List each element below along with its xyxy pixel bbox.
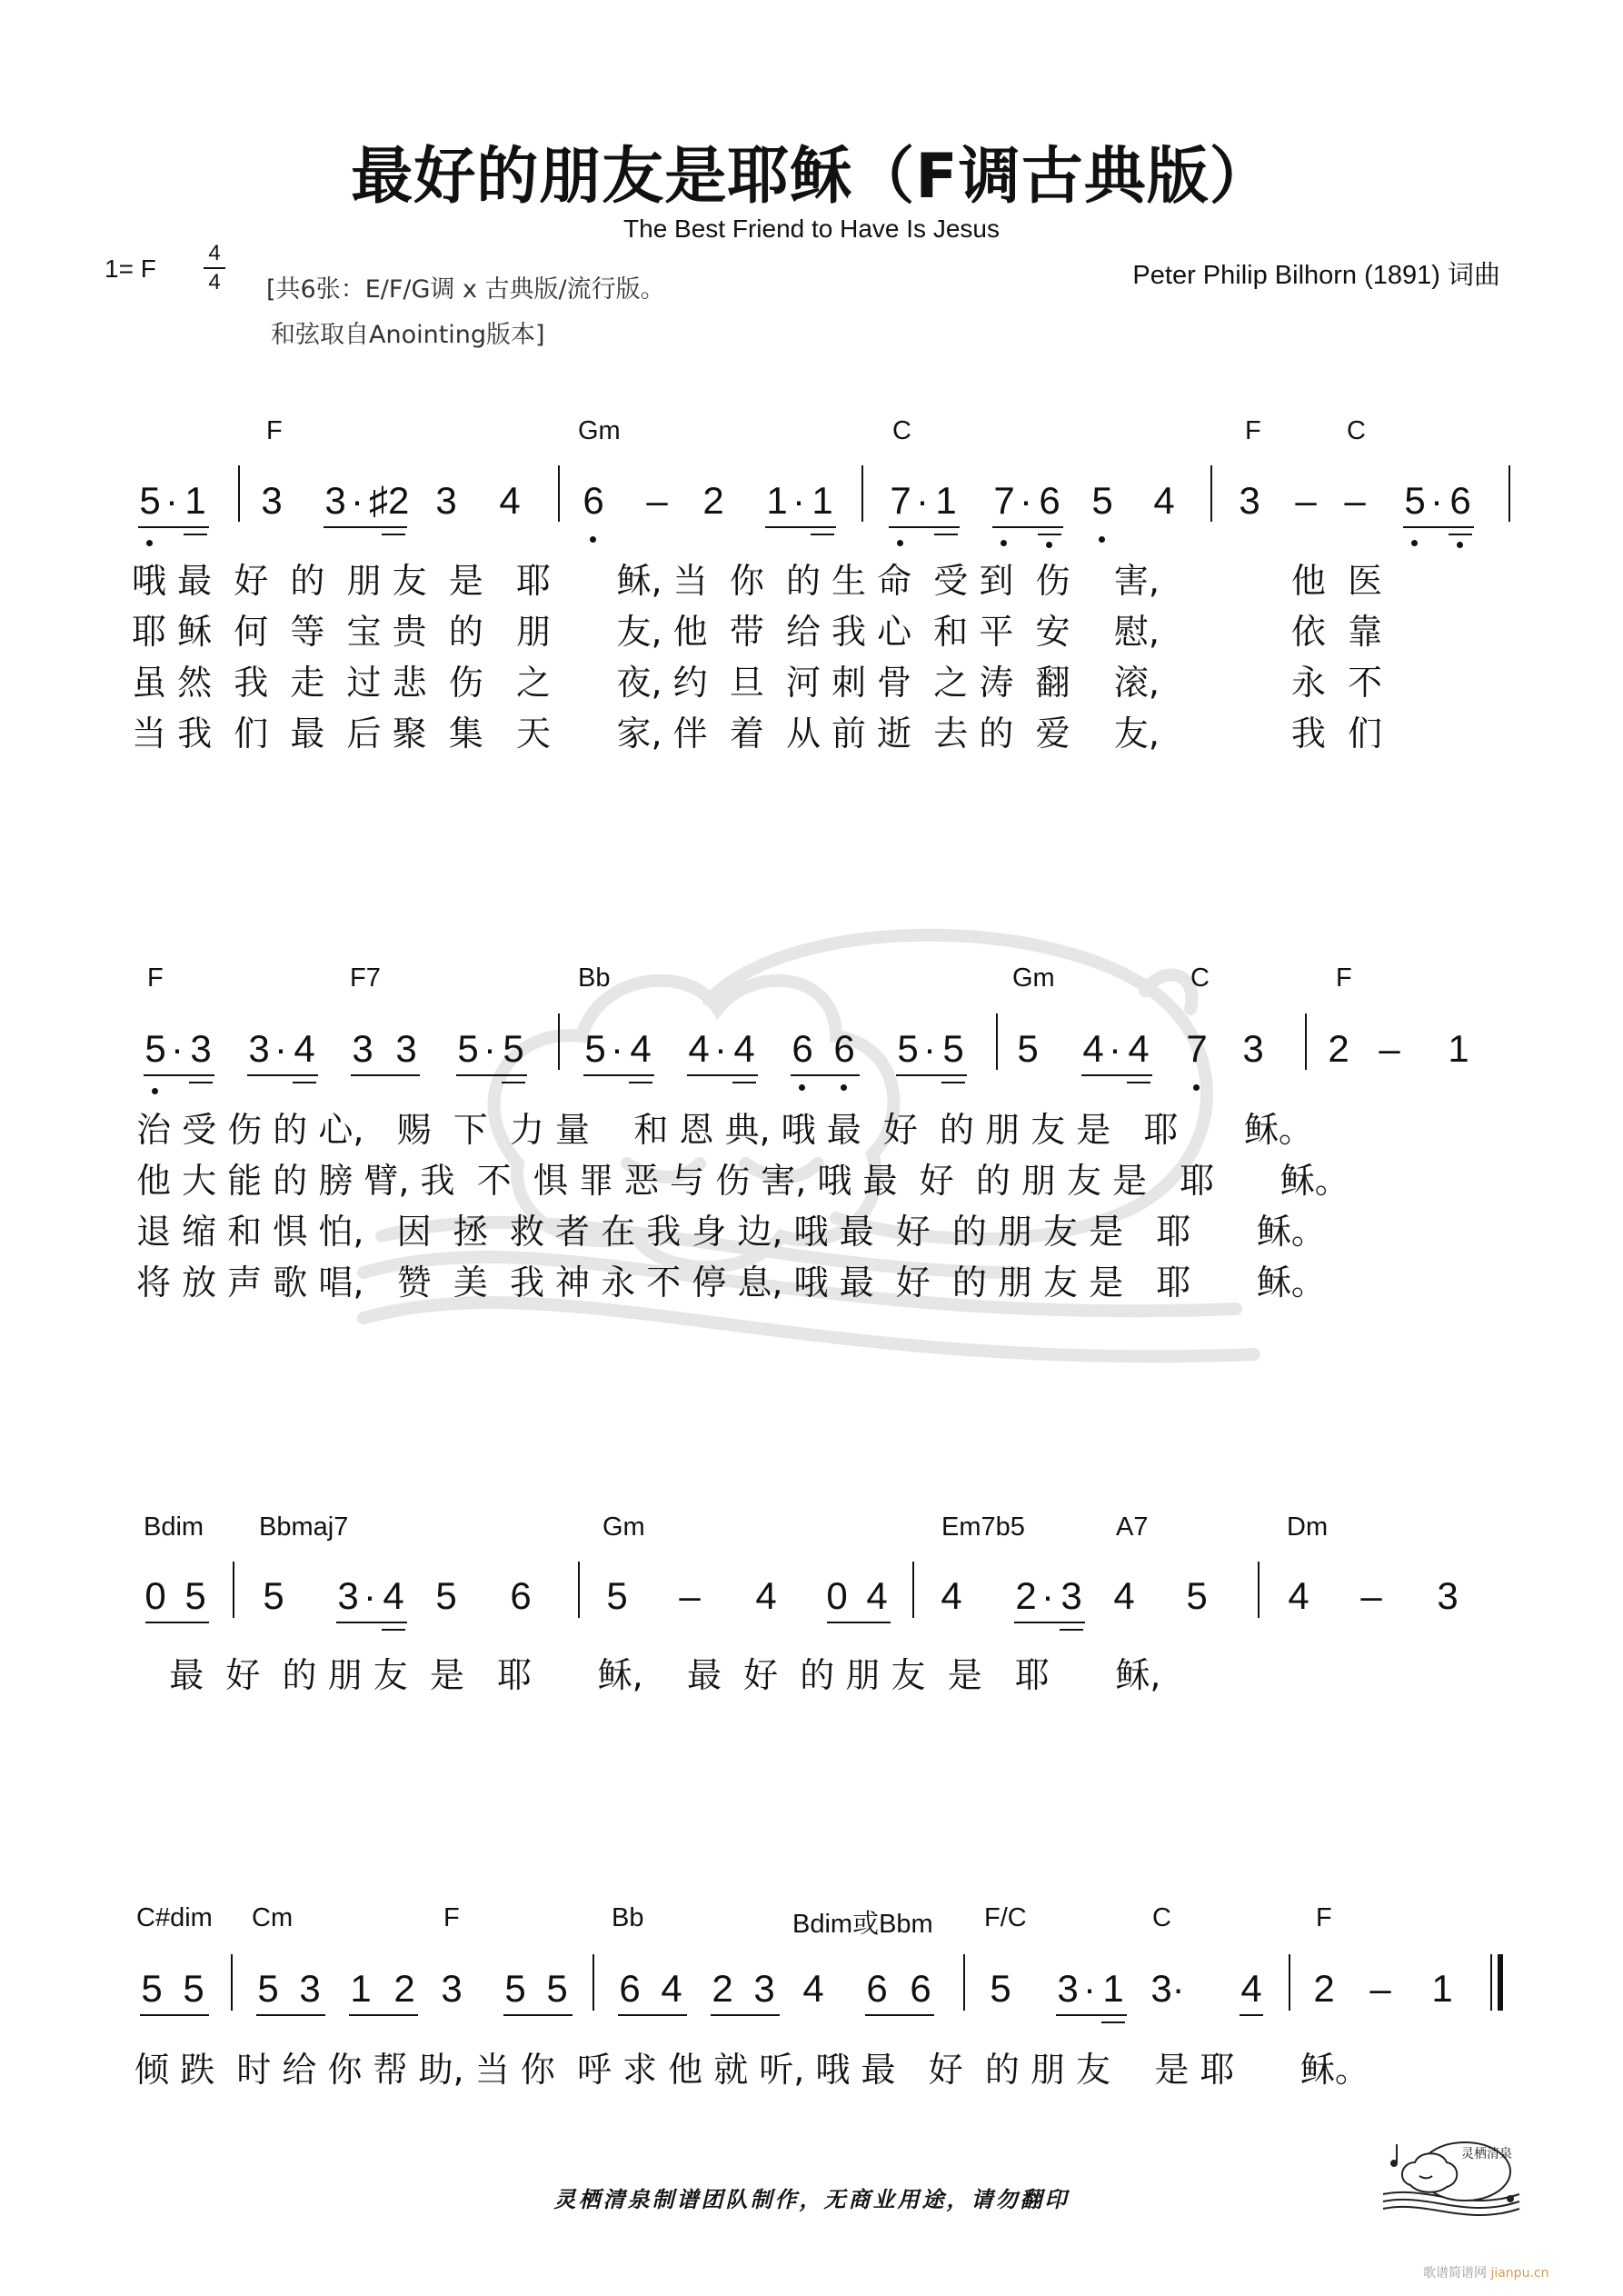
dot-augment: · — [714, 1027, 727, 1070]
note-sharp: ♯2 — [369, 479, 410, 522]
note: 4 — [733, 1027, 755, 1070]
underline-beam — [1056, 2014, 1127, 2016]
note: 3 — [1060, 1574, 1082, 1617]
logo-text: 灵栖清泉 — [1461, 2147, 1512, 2161]
chord-symbol: Gm — [1012, 963, 1055, 993]
note: 4 — [1113, 1574, 1135, 1617]
low-octave-dot — [590, 536, 596, 543]
version-note: [共6张：E/F/G调 x 古典版/流行版。 — [266, 275, 665, 304]
chord-source-note: 和弦取自Anointing版本] — [271, 321, 545, 349]
watermark-en: jianpu.cn — [1490, 2266, 1549, 2281]
note: 4 — [661, 1967, 682, 2010]
underline-beam — [138, 526, 209, 528]
note: 6 — [910, 1967, 931, 2010]
underline-beam — [765, 526, 836, 528]
note: 1 — [184, 479, 206, 522]
underline-beam — [349, 2014, 418, 2016]
note: 4 — [1288, 1574, 1309, 1617]
chord-symbol: Gm — [602, 1512, 645, 1542]
underline-beam — [324, 526, 407, 528]
note: 3 — [261, 479, 283, 522]
note: 1 — [812, 479, 833, 522]
author-credit: Peter Philip Bilhorn (1891) 词曲 — [1132, 261, 1500, 290]
note: 4 — [294, 1027, 315, 1070]
low-octave-dot — [1411, 540, 1418, 546]
dash: – — [679, 1574, 701, 1617]
underline-beam — [1060, 1629, 1083, 1631]
note: 3 — [1057, 1967, 1079, 2010]
dot-augment: · — [1083, 1967, 1096, 2010]
low-octave-dot — [152, 1088, 158, 1094]
underline-beam — [992, 526, 1063, 528]
underline-beam — [184, 534, 207, 535]
low-octave-dot — [1457, 542, 1463, 548]
note: 5 — [897, 1027, 919, 1070]
underline-beam — [1014, 1622, 1085, 1623]
note: 6 — [582, 479, 604, 522]
chord-symbol: C — [1190, 963, 1210, 993]
note: 2 — [702, 479, 724, 522]
underline-beam — [629, 1082, 652, 1083]
time-signature-bottom: 4 — [208, 270, 221, 294]
chord-symbol: F — [1316, 1903, 1332, 1932]
chord-symbol: F — [147, 963, 164, 993]
fraction-bar — [204, 267, 225, 269]
english-subtitle: The Best Friend to Have Is Jesus — [623, 215, 1000, 243]
chord-symbol: F — [1336, 963, 1352, 993]
note: 6 — [792, 1027, 813, 1070]
note: 2 — [1015, 1574, 1037, 1617]
barline — [1305, 1013, 1307, 1070]
note: 1 — [766, 479, 788, 522]
underline-beam — [791, 1074, 860, 1076]
note: 6 — [833, 1027, 855, 1070]
low-octave-dot — [1193, 1084, 1200, 1091]
note: 4 — [688, 1027, 710, 1070]
barline — [1508, 465, 1510, 522]
barline — [1210, 465, 1212, 522]
note: 1 — [935, 479, 957, 522]
underline-beam — [382, 1629, 405, 1631]
note: 5 — [139, 479, 161, 522]
underline-beam — [502, 1082, 525, 1083]
note: 5 — [457, 1027, 479, 1070]
note: 2 — [1313, 1967, 1335, 2010]
low-octave-dot — [897, 540, 903, 546]
barline — [578, 1562, 580, 1618]
chord-symbol: Gm — [578, 416, 621, 445]
dash: – — [646, 479, 668, 522]
final-barline-thick — [1498, 1954, 1503, 2011]
note: 4 — [1128, 1027, 1150, 1070]
dot-augment: · — [171, 1027, 184, 1070]
note: 2 — [1328, 1027, 1349, 1070]
note: 5 — [503, 1027, 524, 1070]
barline — [996, 1013, 998, 1070]
sheep-logo-icon — [1374, 2131, 1528, 2221]
underline-beam — [827, 1622, 891, 1623]
note: 3 — [248, 1027, 270, 1070]
note: 6 — [1449, 479, 1471, 522]
note: 5 — [1091, 479, 1113, 522]
low-octave-dot — [799, 1084, 805, 1091]
lyric-verse-1: 哦 最 好 的 朋 友 是 耶 稣, 当 你 的 生 命 受 到 伤 害, 他 医 — [132, 561, 1383, 601]
underline-beam — [503, 2014, 573, 2016]
time-signature — [204, 242, 225, 294]
underline-beam — [889, 526, 960, 528]
underline-beam — [1101, 2021, 1125, 2023]
note: 6 — [866, 1967, 888, 2010]
dash: – — [1369, 1967, 1391, 2010]
barline — [558, 465, 560, 522]
note: 3 — [1437, 1574, 1459, 1617]
dot-augment: · — [483, 1027, 496, 1070]
underline-beam — [811, 534, 834, 535]
chord-symbol: Bb — [612, 1903, 644, 1932]
note: 5 — [183, 1967, 204, 2010]
barline — [912, 1562, 914, 1618]
watermark-cn: 歌谱简谱网 — [1423, 2266, 1487, 2281]
lyric-ending: 倾 跌 时 给 你 帮 助, 当 你 呼 求 他 就 听, 哦 最 好 的 朋 友 是 耶 稣。 — [134, 2050, 1369, 2090]
note: 3 — [352, 1027, 373, 1070]
site-watermark — [1423, 2263, 1548, 2281]
note: 4 — [802, 1967, 824, 2010]
note: 4 — [866, 1574, 888, 1617]
note: 5 — [546, 1967, 568, 2010]
chord-symbol: F — [443, 1903, 460, 1932]
note: 3 — [395, 1027, 417, 1070]
note: 5 — [606, 1574, 628, 1617]
chord-symbol: C — [1347, 416, 1366, 445]
note: 5 — [990, 1967, 1011, 2010]
note: 4 — [630, 1027, 652, 1070]
chord-symbol: F/C — [984, 1903, 1027, 1932]
lyric-refrain: 最 好 的 朋 友 是 耶 稣, 最 好 的 朋 友 是 耶 稣, — [136, 1655, 1161, 1695]
note: 5 — [942, 1027, 964, 1070]
dotted-note: 3· — [1150, 1967, 1185, 2010]
note: 1 — [350, 1967, 372, 2010]
chord-symbol: Dm — [1287, 1512, 1329, 1542]
note: 5 — [144, 1027, 166, 1070]
time-signature-top: 4 — [208, 241, 221, 265]
dot-augment: · — [1109, 1027, 1121, 1070]
dot-augment: · — [916, 479, 929, 522]
underline-beam — [865, 2014, 934, 2016]
dot-augment: · — [165, 479, 178, 522]
note: 5 — [184, 1574, 206, 1617]
note: 6 — [619, 1967, 641, 2010]
note: 6 — [510, 1574, 532, 1617]
dot-augment: · — [351, 479, 363, 522]
song-title: 最好的朋友是耶稣（F调古典版） — [351, 141, 1272, 213]
note: 4 — [1240, 1967, 1262, 2010]
barline — [231, 1954, 233, 2011]
chord-symbol: F7 — [350, 963, 381, 993]
chord-symbol: A7 — [1116, 1512, 1149, 1542]
underline-beam — [145, 1622, 209, 1623]
dash: – — [1344, 479, 1366, 522]
underline-beam — [896, 1074, 967, 1076]
note: 4 — [941, 1574, 962, 1617]
chord-symbol: Bdim或Bbm — [792, 1910, 933, 1939]
lyric-verse-3: 退 缩 和 惧 怕, 因 拯 救 者 在 我 身 边, 哦 最 好 的 朋 友 是 耶 稣。 — [136, 1212, 1326, 1252]
underline-beam — [934, 534, 958, 535]
dot-augment: · — [611, 1027, 623, 1070]
barline — [558, 1013, 560, 1070]
dash: – — [1360, 1574, 1382, 1617]
note: 3 — [190, 1027, 212, 1070]
note: 3 — [299, 1967, 321, 2010]
barline — [963, 1954, 965, 2011]
barline — [1289, 1954, 1290, 2011]
underline-beam — [1240, 2014, 1263, 2016]
rest: 0 — [826, 1574, 848, 1617]
lyric-verse-1: 治 受 伤 的 心, 赐 下 力 量 和 恩 典, 哦 最 好 的 朋 友 是 耶 稣。 — [136, 1110, 1314, 1150]
chord-symbol: C — [1152, 1903, 1171, 1932]
note: 5 — [1186, 1574, 1208, 1617]
underline-beam — [618, 2014, 687, 2016]
chord-symbol: F — [1245, 416, 1261, 445]
underline-beam — [144, 1074, 214, 1076]
barline — [233, 1562, 234, 1618]
chord-symbol: Bdim — [144, 1512, 204, 1542]
chord-symbol: C — [892, 416, 911, 445]
underline-beam — [189, 1082, 213, 1083]
low-octave-dot — [1099, 536, 1105, 543]
barline — [1258, 1562, 1260, 1618]
barline — [592, 1954, 594, 2011]
note: 4 — [1082, 1027, 1104, 1070]
dash: – — [1295, 479, 1317, 522]
note: 2 — [712, 1967, 733, 2010]
note: 3 — [753, 1967, 775, 2010]
note: 3 — [337, 1574, 359, 1617]
underline-beam — [1081, 1074, 1152, 1076]
dot-augment: · — [1020, 479, 1032, 522]
rest: 0 — [144, 1574, 166, 1617]
underline-beam — [687, 1074, 758, 1076]
note: 4 — [499, 479, 521, 522]
underline-beam — [1449, 534, 1472, 535]
underline-beam — [1403, 526, 1474, 528]
underline-beam — [583, 1074, 654, 1076]
dash: – — [1379, 1027, 1400, 1070]
underline-beam — [732, 1082, 756, 1083]
chord-symbol: Bbmaj7 — [259, 1512, 349, 1542]
lyric-verse-4: 将 放 声 歌 唱, 赞 美 我 神 永 不 停 息, 哦 最 好 的 朋 友 是 耶 稣。 — [136, 1263, 1326, 1303]
note: 5 — [141, 1967, 163, 2010]
barline — [861, 465, 863, 522]
underline-beam — [711, 2014, 780, 2016]
note: 1 — [1102, 1967, 1124, 2010]
note: 3 — [1242, 1027, 1264, 1070]
note: 4 — [383, 1574, 404, 1617]
low-octave-dot — [841, 1084, 847, 1091]
underline-beam — [140, 2014, 209, 2016]
underline-beam — [351, 1074, 420, 1076]
note: 7 — [993, 479, 1015, 522]
note: 6 — [1039, 479, 1060, 522]
chord-symbol: F — [266, 416, 283, 445]
note: 3 — [435, 479, 457, 522]
underline-beam — [256, 2014, 325, 2016]
dot-augment: · — [363, 1574, 376, 1617]
lyric-verse-2: 耶 稣 何 等 宝 贵 的 朋 友, 他 带 给 我 心 和 平 安 慰, 依 靠 — [132, 612, 1383, 652]
dot-augment: · — [274, 1027, 287, 1070]
note: 5 — [257, 1967, 279, 2010]
chord-symbol: C#dim — [136, 1903, 213, 1932]
note: 2 — [393, 1967, 415, 2010]
note: 3 — [441, 1967, 463, 2010]
note: 5 — [504, 1967, 526, 2010]
final-barline-thin — [1490, 1954, 1492, 2011]
underline-beam — [1038, 534, 1061, 535]
underline-beam — [1127, 1082, 1150, 1083]
note: 3 — [324, 479, 346, 522]
dot-augment: · — [1041, 1574, 1054, 1617]
dot-augment: · — [923, 1027, 936, 1070]
note: 1 — [1448, 1027, 1469, 1070]
chord-symbol: Bb — [578, 963, 611, 993]
note: 7 — [890, 479, 911, 522]
note: 4 — [755, 1574, 777, 1617]
key-signature: 1= F — [105, 255, 156, 283]
underline-beam — [382, 534, 405, 535]
note: 1 — [1431, 1967, 1453, 2010]
lyric-verse-2: 他 大 能 的 膀 臂, 我 不 惧 罪 恶 与 伤 害, 哦 最 好 的 朋 友 是 耶 稣。 — [136, 1161, 1349, 1201]
note: 5 — [584, 1027, 606, 1070]
lyric-verse-4: 当 我 们 最 后 聚 集 天 家, 伴 着 从 前 逝 去 的 爱 友, 我 们 — [132, 714, 1383, 754]
dot-augment: · — [1430, 479, 1443, 522]
note: 5 — [1017, 1027, 1039, 1070]
underline-beam — [247, 1074, 318, 1076]
low-octave-dot — [1001, 540, 1007, 546]
note: 5 — [435, 1574, 457, 1617]
chord-symbol: Em7b5 — [941, 1512, 1025, 1542]
note: 5 — [1404, 479, 1426, 522]
lyric-verse-3: 虽 然 我 走 过 悲 伤 之 夜, 约 旦 河 刺 骨 之 涛 翻 滚, 永 不 — [132, 663, 1383, 703]
note: 4 — [1153, 479, 1175, 522]
note: 7 — [1186, 1027, 1208, 1070]
barline — [238, 465, 240, 522]
underline-beam — [293, 1082, 316, 1083]
underline-beam — [336, 1622, 407, 1623]
underline-beam — [941, 1082, 965, 1083]
note: 3 — [1239, 479, 1260, 522]
low-octave-dot — [1046, 542, 1052, 548]
underline-beam — [456, 1074, 527, 1076]
low-octave-dot — [146, 540, 153, 546]
chord-symbol: Cm — [252, 1903, 294, 1932]
dot-augment: · — [792, 479, 805, 522]
note: 5 — [263, 1574, 284, 1617]
production-credit: 灵栖清泉制谱团队制作，无商业用途，请勿翻印 — [553, 2186, 1070, 2212]
